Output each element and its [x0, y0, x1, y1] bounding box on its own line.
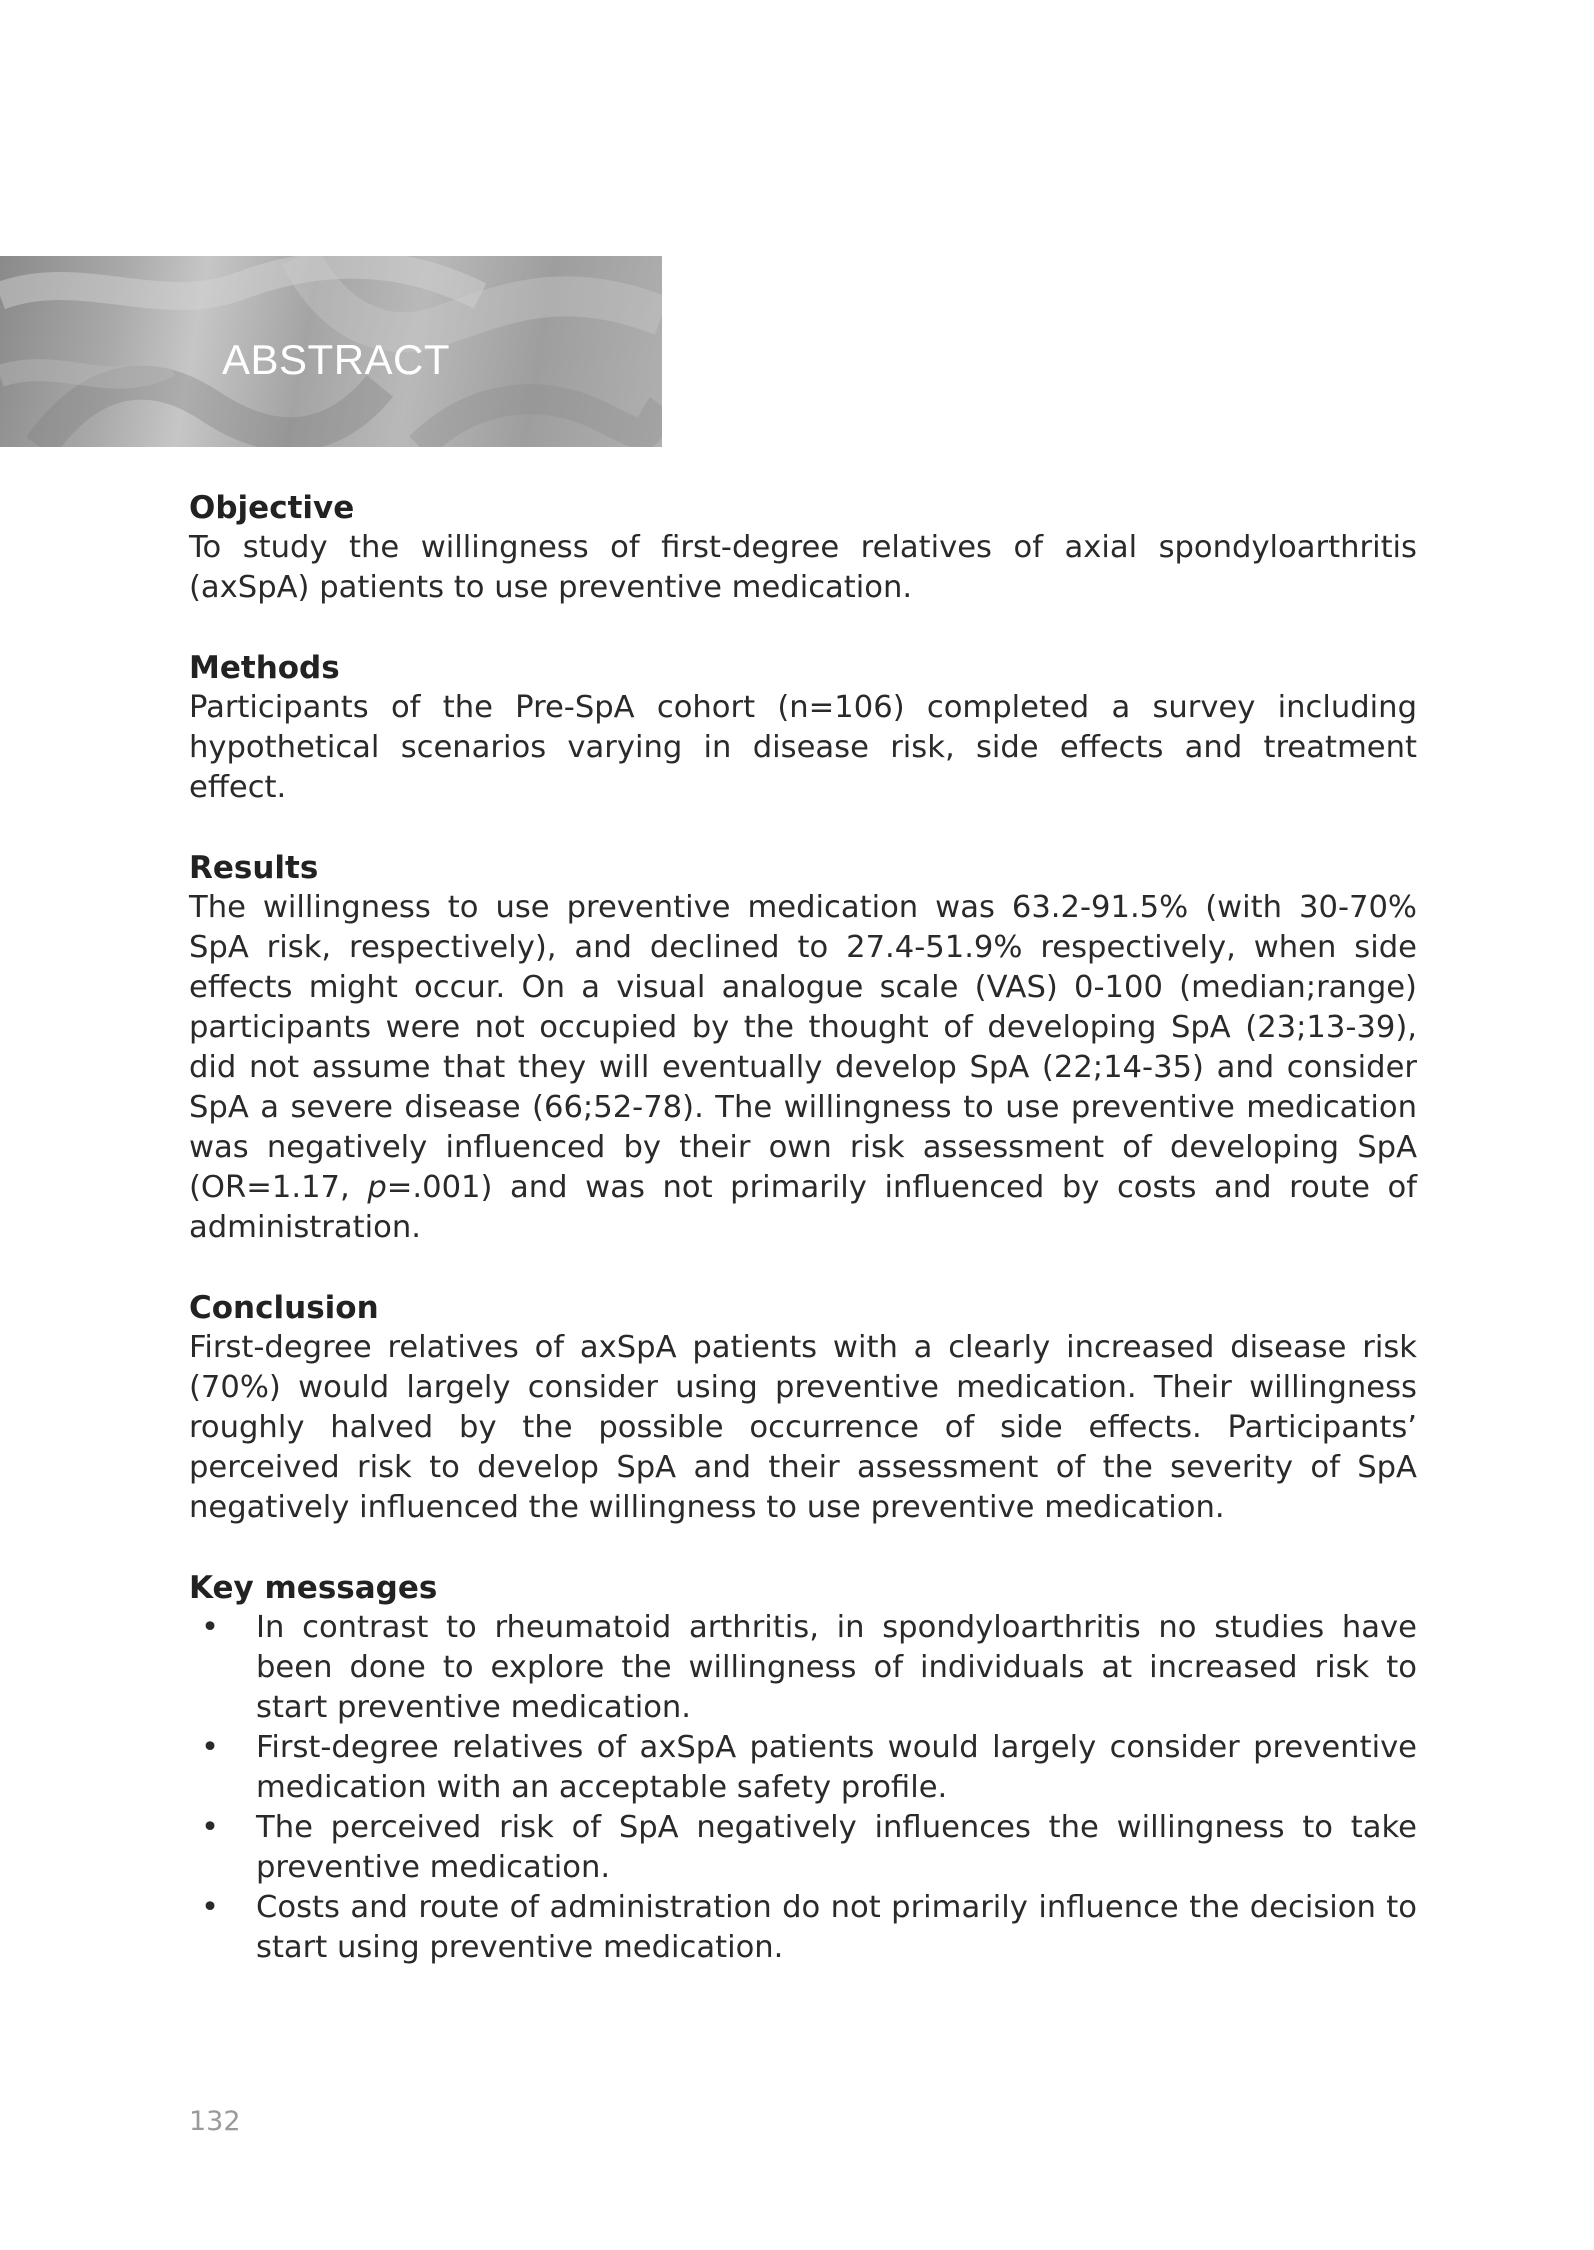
methods-text: Participants of the Pre-SpA cohort (n=106) completed a survey including hypothetical scenarios varying in disease risk, side effects and treatment effect.	[189, 690, 1417, 805]
abstract-banner	[0, 256, 662, 447]
page-number: 132	[189, 2106, 241, 2137]
objective-text: To study the willingness of first-degree relatives of axial spondyloarthritis (axSpA) patients to use preventive medication.	[189, 530, 1417, 605]
abstract-content	[189, 488, 1417, 2008]
bullet-icon: •	[201, 1810, 220, 1845]
results-section	[189, 848, 1417, 1248]
bullet-icon: •	[201, 1730, 220, 1765]
abstract-title: ABSTRACT	[222, 336, 451, 383]
conclusion-heading: Conclusion	[189, 1290, 379, 1326]
key-message-item	[189, 1888, 1417, 1968]
results-text-part2: =.001) and was not primarily influenced by costs and route of administration.	[189, 1170, 1417, 1245]
key-messages-list	[189, 1608, 1417, 1968]
key-messages-heading: Key messages	[189, 1570, 438, 1606]
key-message-text: First-degree relatives of axSpA patients would largely consider preventive medication with an acceptable safety profile.	[256, 1730, 1417, 1805]
key-message-text: The perceived risk of SpA negatively influences the willingness to take preventive medication.	[256, 1810, 1417, 1885]
p-value-symbol: p	[367, 1170, 387, 1205]
key-message-item	[189, 1808, 1417, 1888]
key-messages-section	[189, 1568, 1417, 1968]
results-text	[189, 888, 1417, 1248]
methods-heading: Methods	[189, 650, 340, 686]
key-message-item	[189, 1608, 1417, 1728]
bullet-icon: •	[201, 1610, 220, 1645]
key-message-item	[189, 1728, 1417, 1808]
results-heading: Results	[189, 850, 319, 886]
objective-heading: Objective	[189, 490, 355, 526]
objective-section	[189, 488, 1417, 608]
bullet-icon: •	[201, 1890, 220, 1925]
key-message-text: In contrast to rheumatoid arthritis, in spondyloarthritis no studies have been done to explore the willingness of individuals at increased risk to start preventive medication.	[256, 1610, 1417, 1725]
methods-section	[189, 648, 1417, 808]
conclusion-text: First-degree relatives of axSpA patients with a clearly increased disease risk (70%) would largely consider using preventive medication. Their willingness roughly halved by the possible occurrence of side effects. Participants’ perceived risk to develop SpA and their assessment of the severity of SpA negatively influenced the willingness to use preventive medication.	[189, 1330, 1417, 1525]
conclusion-section	[189, 1288, 1417, 1528]
results-text-part1: The willingness to use preventive medication was 63.2-91.5% (with 30-70% SpA risk, respectively), and declined to 27.4-51.9% respectively, when side effects might occur. On a visual analogue scale (VAS) 0-100 (median;range) participants were not occupied by the thought of developing SpA (23;13-39), did not assume that they will eventually develop SpA (22;14-35) and consider SpA a severe disease (66;52-78). The willingness to use preventive medication was negatively influenced by their own risk assessment of developing SpA (OR=1.17,	[189, 890, 1417, 1205]
key-message-text: Costs and route of administration do not primarily influence the decision to start using preventive medication.	[256, 1890, 1417, 1965]
